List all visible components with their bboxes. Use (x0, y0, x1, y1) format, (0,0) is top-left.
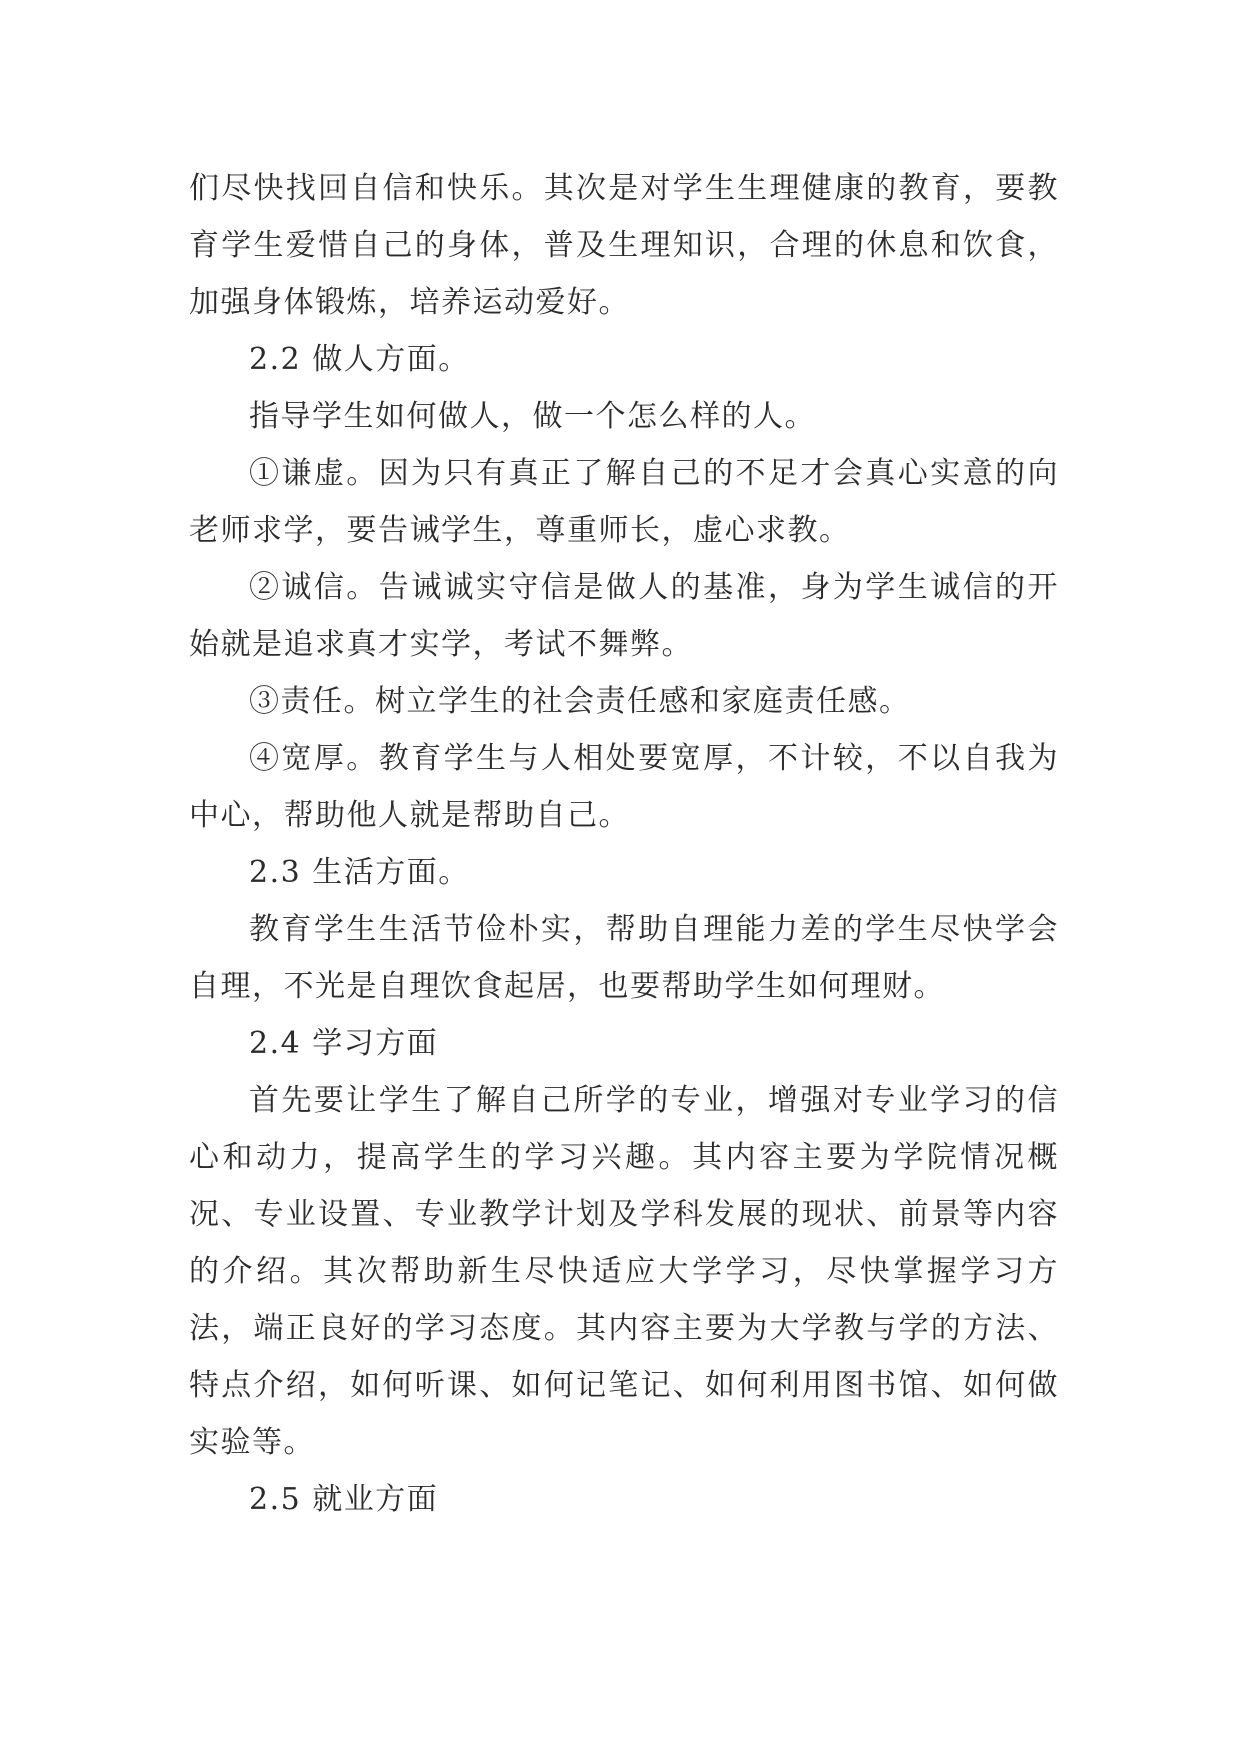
list-item-humility: ①谦虚。因为只有真正了解自己的不足才会真心实意的向老师求学，要告诫学生，尊重师长，虚心求教。 (189, 456, 1059, 548)
body-paragraph: 教育学生生活节俭朴实，帮助自理能力差的学生尽快学会自理，不光是自理饮食起居，也要帮助学生如何理财。 (189, 912, 1059, 1004)
body-paragraph: 指导学生如何做人，做一个怎么样的人。 (249, 399, 816, 434)
document-body (189, 160, 1059, 1528)
section-heading-2-5: 2.5 就业方面 (249, 1482, 439, 1517)
body-paragraph: 首先要让学生了解自己所学的专业，增强对专业学习的信心和动力，提高学生的学习兴趣。其内容主要为学院情况概况、专业设置、专业教学计划及学科发展的现状、前景等内容的介绍。其次帮助新生尽快适应大学学习，尽快掌握学习方法，端正良好的学习态度。其内容主要为大学教与学的方法、特点介绍，如何听课、如何记笔记、如何利用图书馆、如何做实验等。 (189, 1083, 1059, 1460)
section-heading-2-3: 2.3 生活方面。 (249, 855, 470, 890)
section-heading-2-4: 2.4 学习方面 (249, 1026, 439, 1061)
list-item-generosity: ④宽厚。教育学生与人相处要宽厚，不计较，不以自我为中心，帮助他人就是帮助自己。 (189, 741, 1059, 833)
section-heading-2-2: 2.2 做人方面。 (249, 342, 470, 377)
list-item-integrity: ②诚信。告诫诚实守信是做人的基准，身为学生诚信的开始就是追求真才实学，考试不舞弊。 (189, 570, 1059, 662)
body-paragraph: 们尽快找回自信和快乐。其次是对学生生理健康的教育，要教育学生爱惜自己的身体，普及生理知识，合理的休息和饮食，加强身体锻炼，培养运动爱好。 (189, 171, 1059, 320)
list-item-responsibility: ③责任。树立学生的社会责任感和家庭责任感。 (249, 684, 911, 719)
